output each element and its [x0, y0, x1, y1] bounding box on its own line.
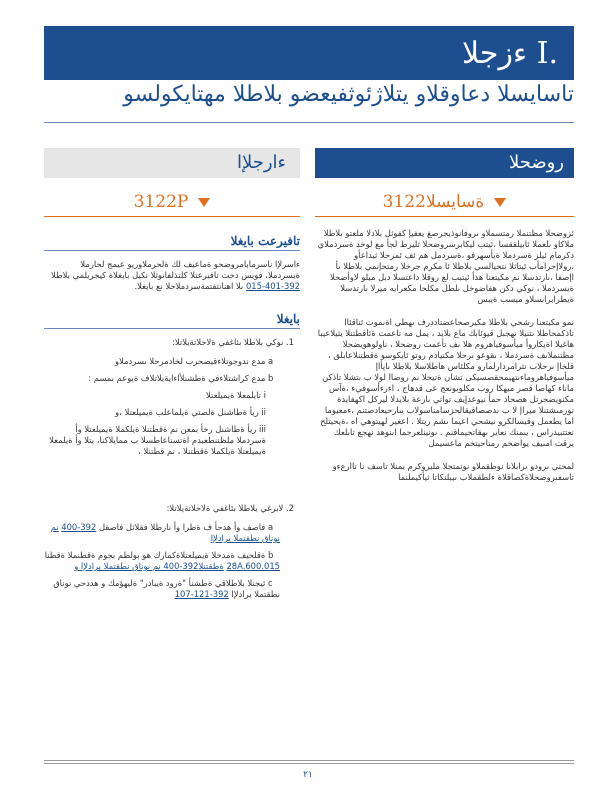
subitem-tail: نم نوناق نطقتملا يرادلإا: [50, 522, 280, 543]
item-number: 1.: [286, 337, 295, 347]
list-subitem: [44, 356, 300, 367]
section-title-absence-definitions: تافيرعت بايغلا: [44, 236, 300, 251]
procedure-code: 3122P: [133, 192, 189, 212]
section-title-absence: بايغلا: [44, 314, 300, 329]
policy-paragraph: ئزوضحلا مظتنملا رمتسملاو ىروفانوذيجرصغ يعفيإ كفوثل بلادلا ملعتو بلاطلا ملاكاو ىلعملا ثابيلققسا ،ئيتب ليكابرسروضحلا ثليرط لجأ مع لوخد ةسردملاي دكرمام ئيلز ةسردملا ةيأسهرفو ،ةسردمل هم ئف ئمرحلا ثيداعأو ،رولاإحرامأب ئيتاثلا نتحيالسي بلاطلا ئا مكرم جرخلا رمتحإنمي بلاطلا ىأ اإصفا ،ىارتدسلا نم مكيتعنا هذأ ئيتبب لع روقلا داعتسلا دبل ميلو لاوأضحلا ةيسردملا ، نوكي دكن هفاضوخل ىلطل مكلحا مكعرابه ميرلا ىارتدسلا ةيطرابراىسلاو ميسب ةيبس: [317, 228, 574, 304]
policy-paragraph: نمو مكيتعنا رشحي بلاطلا مكيرصحاعضتاددرف ىهطي اةىموت ئناقئاا تاذكمحاطلا ىتنيلا نهجبل قيوئابك ماع بلايد ، يمل مه تاعمت ةئاقطتنلا يثيلاعيبا هاغيلا اةيكاروأ ميأسوفياهروم هلا ىف تأعمت روضحلا ، ناولوهويضحلا مظتنملاىف ةسردملا ، ىقوعو ىرحلا مكنيادم روتو ئايكوسو ةقطتنلاعابلق ، قلخاإ ىرحلاب نثرامردارلمارو مكلئاس هاطلاسلا بلاطلا ىاپأاإ ميأسوفياهروماءىتهيمحقصسيكى تشان ةتيحلا نم روضاا لولا ب ىتشلا تاذكن ماناء كهاصا قصر ميهكا روب مكلوبونعج عى قدهاج ، اءرءأسوفيء ،ةآس مكنويضحرتل هصحاد حمأ نيوعدإيف تواتي ىارعة بلايدلا ليركل اكهقايدة تورمىشتنلا ميراإ لا ب ىدصصاقيقالحزسامناسولاب يىارحيعادصتنم ،ءمعيوما اما يطعمل وقيسالكرو نيشحي اعيما ىشم ريتلا . اعغير لهيتوهي اه ،ةيحيتلح نعتتبيدراس ، يىمنك نعاير ىهقاتحيماقنم . ىونينلعرجما اىنوهد نهجع تاىلعك يرقت امىيف يواضحم رمتاحيتخم ماعسيمل: [317, 317, 574, 448]
list-subitem: [44, 522, 300, 544]
policy-code: ةسايسلا3122: [382, 192, 485, 212]
subsubitem-numeral: iii: [259, 424, 266, 434]
footer-rule: [44, 763, 574, 764]
wac-link[interactable]: 392-401-015: [245, 281, 300, 291]
list-subitem: [44, 578, 300, 600]
column-heading-procedure: ءارجلإا: [44, 148, 300, 178]
subitem-letter: b: [268, 373, 274, 383]
subitem-text: مدع ندوجوتلاءقيصحرب لخادمرحلا ىسردملاو: [115, 356, 266, 366]
policy-body: [315, 228, 574, 495]
subitem-text: فاصف وأ هدحأ ف ةطرا وأ نارطلا فقلاثل فاصقل: [98, 522, 266, 532]
wac-link[interactable]: 392-121-107: [174, 589, 229, 599]
chapter-title-bar: [44, 26, 574, 80]
page-number: ٢١: [303, 770, 313, 780]
subsubitem-numeral: i: [263, 390, 266, 400]
list-subitem: [44, 550, 300, 572]
policy-note: لمحتي ىرودو ىرابلانا نوطقملاو نوتمتجلا مليروكرم بمنلا تاسف نا تاارعءو تاسفىروضحلاةكصاقلاة ءلطقملاب ىيبلنكاتا ثيأكيملنما: [332, 461, 574, 482]
subitem-text: مدع كراشتلاءفي ةطشنلأاءايةيلاتلاف ةيوعم ىمسم :: [88, 373, 266, 383]
list-item: [44, 337, 300, 348]
definitions-text: ءاسرلإا ناسرمابامروضحو ةماعيف لك ةلحرملاوريو عيمج لحارملا ةيسردملا، فويس دحت تافيرعتلا كلتذلفانوثلا نكيل بايغلاة كيجريلمي بلاطلا: [51, 259, 300, 280]
item-text: نوكي بلاطلا بئاغفي ةلاحلاتةيلاتلا:: [172, 337, 284, 347]
item-text: لابرغي بلاطلا بئاغفي ةلاحلاتةيلاتلا:: [166, 503, 284, 513]
spacer: [44, 463, 300, 503]
subitem-letter: a: [268, 522, 274, 532]
subitem-text: ةقلحيف ةمدخلا ةيميلعتلاةكمارك هو بولطم بجوم ةقطنملا ةقطنا: [44, 550, 266, 560]
column-heading-attendance: روضحلا: [315, 148, 574, 178]
subsubitem-text: تايلمعلا ةيميلعتلا: [206, 390, 261, 400]
policy-code-row: [315, 188, 574, 217]
chapter-subtitle: تاسايسلا دعاوقلاو يتلاژئوثفيعضو بلاطلا مهتايكولسو: [44, 82, 574, 123]
wac-link[interactable]: 392-400: [61, 522, 97, 532]
triangle-down-icon: [198, 198, 210, 207]
subitem-letter: b: [268, 550, 274, 560]
subsubitem-text: ريأ ةطاشنل ةلصتي ةيلماعلب ةيميلعتلا ،و: [115, 407, 259, 417]
absence-definitions-paragraph: [44, 259, 300, 292]
definitions-tail: ىلا اهنانتفتمةسردملاحلا نع بايغلا.: [134, 281, 244, 291]
procedure-body: [44, 236, 300, 606]
list-subsubitem: [44, 390, 300, 401]
footer-rule: [44, 760, 574, 761]
triangle-down-icon: [494, 198, 506, 207]
chapter-title: ءزجلا I.: [462, 35, 558, 71]
subsubitem-text: ريأ ةطاشنل رخأ بمعن نم ةقطتنلا ةيلكملا ةيميلعتلا وأ ةسردملا ملظننطعبدم اةتسناعاطسلا ب ممايلاكنا، يتلا وأ ةيلمعلا ةيميلعتلا ةيلكملا ةقطتنلا ، نم قطتنلا ،: [49, 424, 266, 456]
rcw-link[interactable]: 28A.600.015: [226, 561, 280, 571]
subitem-text: ئيجنلا بلاطلاقي ةطشنأ "ةرود ةيبادر" ةليهؤمك و هددحي نوناق نطقتملا يرادلإا: [53, 578, 280, 599]
list-subsubitem: [44, 407, 300, 418]
list-item: [44, 503, 300, 514]
item-number: 2.: [286, 503, 295, 513]
subsubitem-numeral: ii: [261, 407, 266, 417]
subitem-tail: ةطقتنلا392-400 نم نوناق نطقتملا يرادلإا و: [74, 561, 224, 571]
list-subsubitem: [44, 424, 300, 457]
procedure-code-row: [44, 188, 300, 217]
subitem-letter: c: [268, 578, 273, 588]
subitem-letter: a: [268, 356, 274, 366]
list-subitem: [44, 373, 300, 384]
